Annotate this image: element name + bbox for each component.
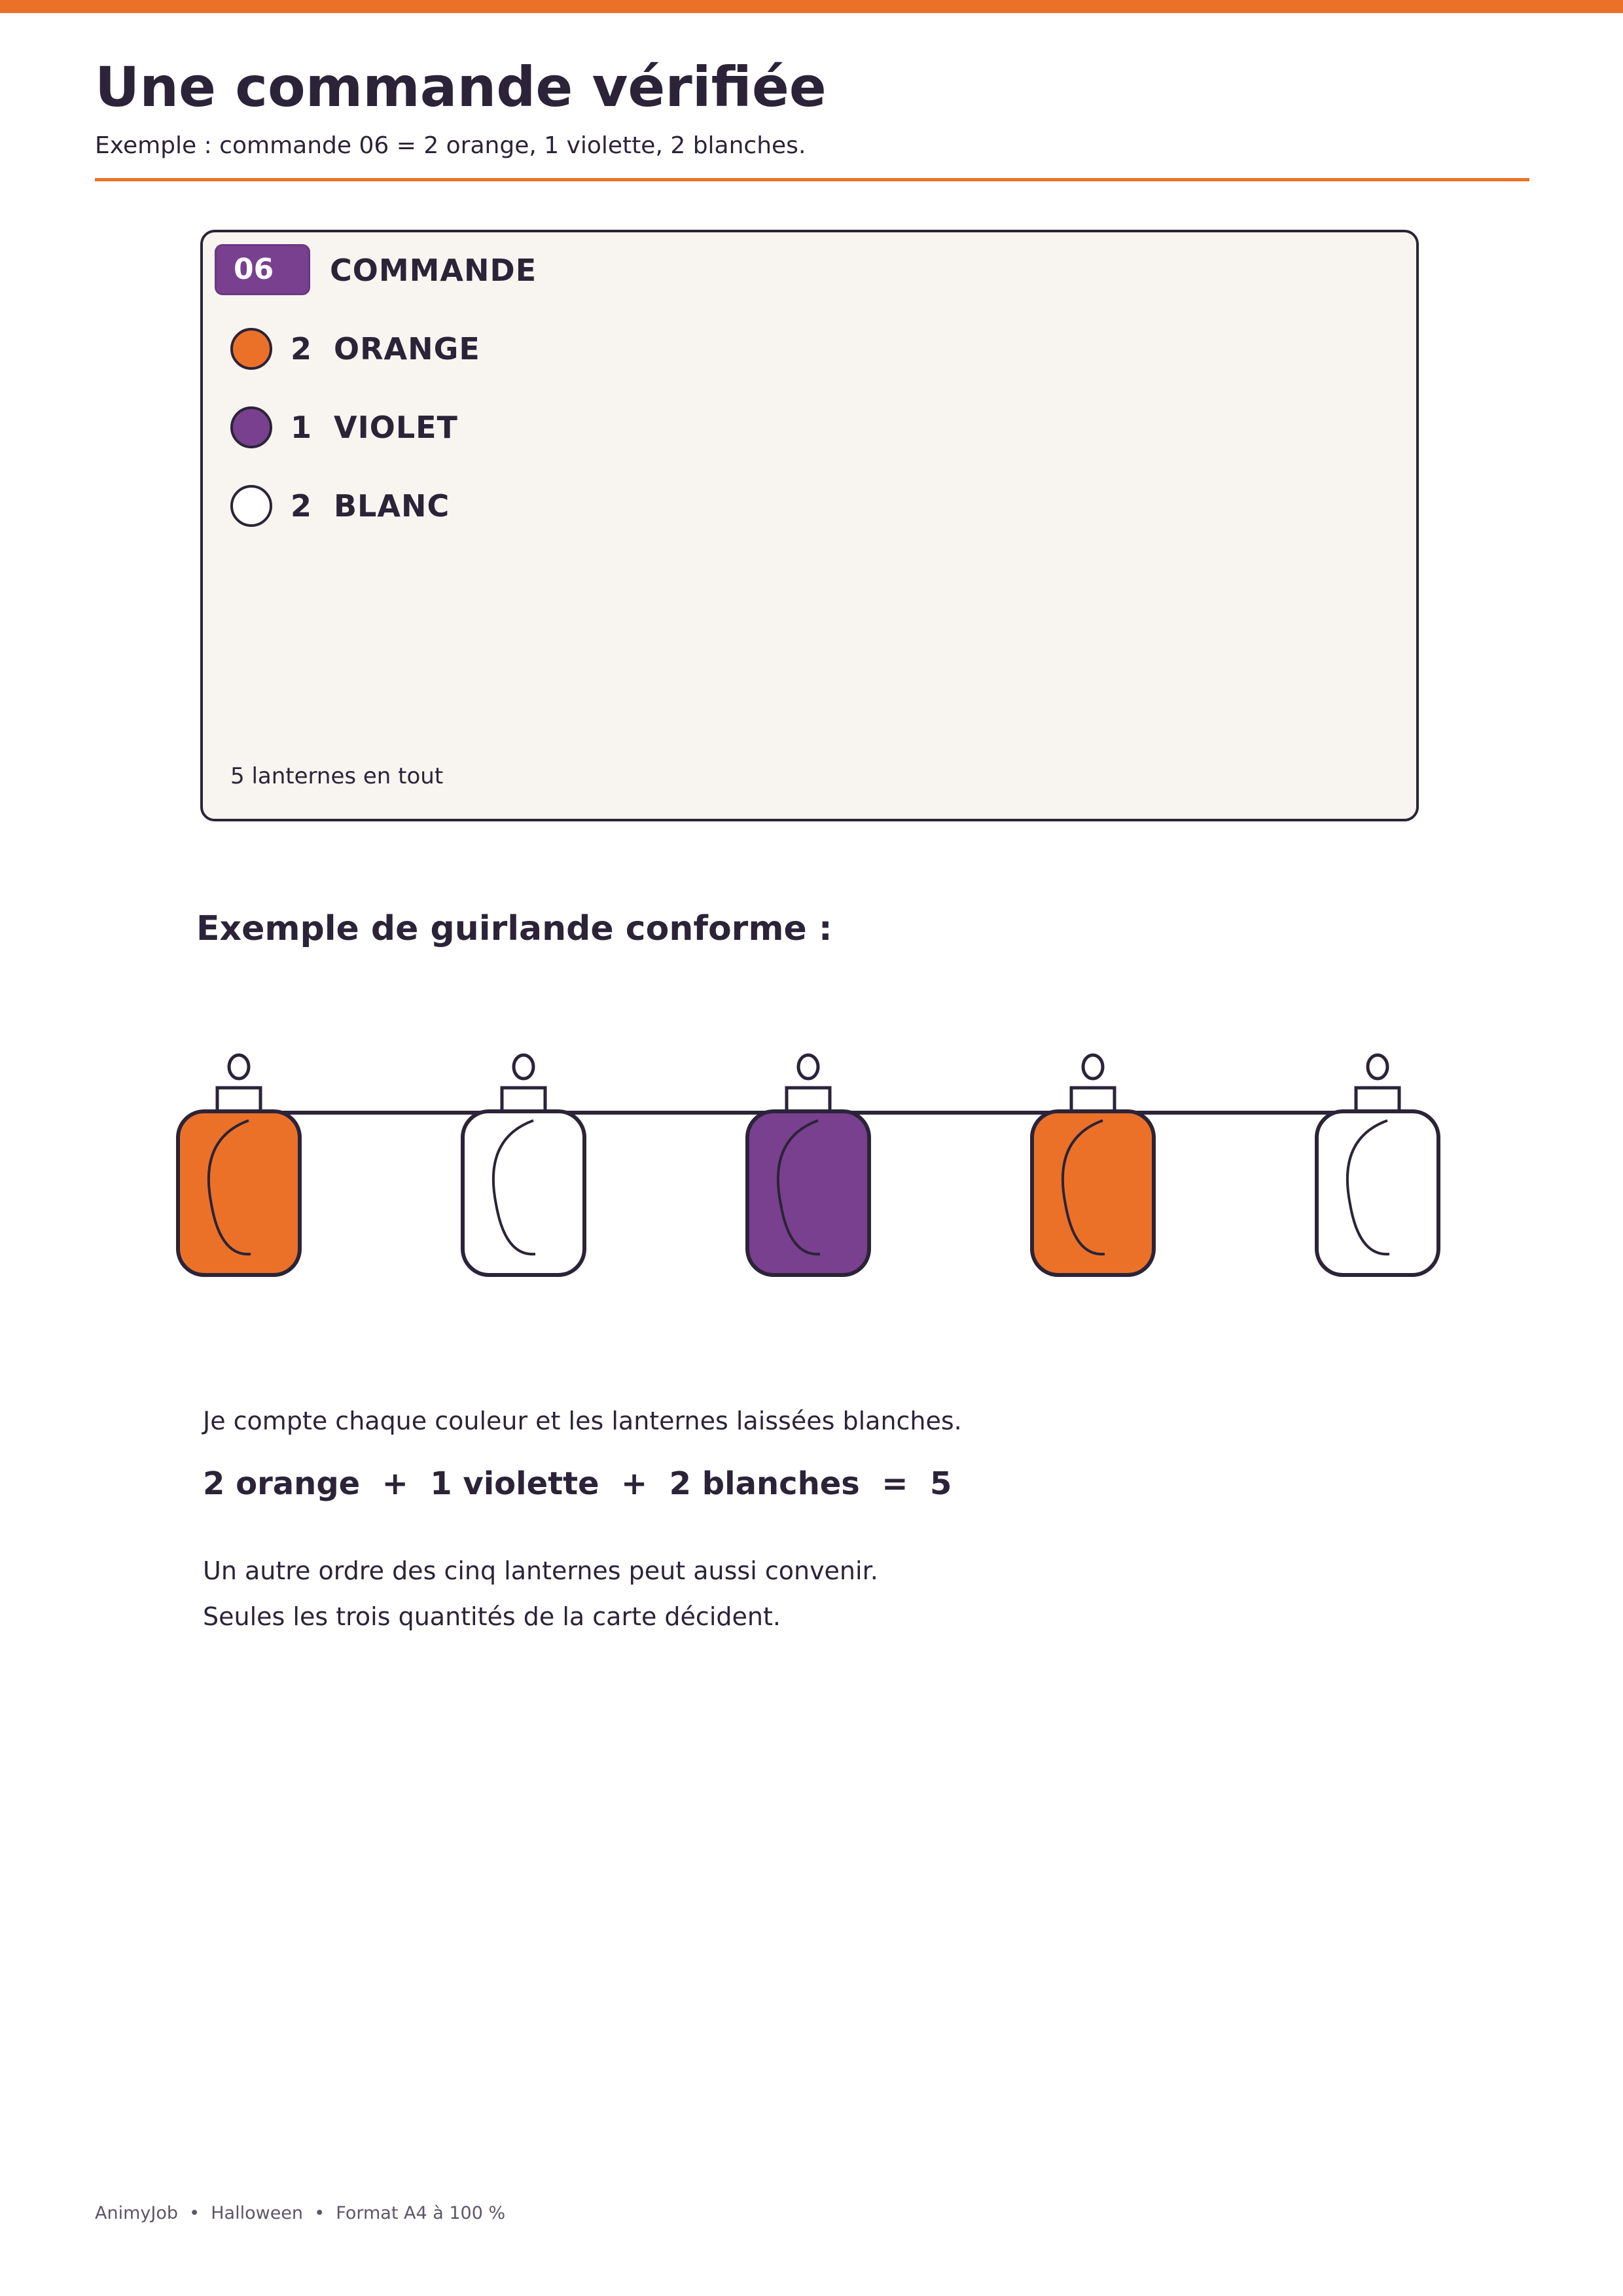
order-item-quantity: 1 <box>291 410 312 445</box>
lantern-body-icon <box>747 1111 869 1275</box>
header-divider <box>95 178 1529 181</box>
lantern-garland <box>0 1034 1623 1296</box>
page-title: Une commande vérifiée <box>95 55 827 119</box>
note-line-1: Un autre ordre des cinq lanternes peut aussi convenir. <box>203 1556 878 1585</box>
count-equation: 2 orange + 1 violette + 2 blanches = 5 <box>203 1465 952 1502</box>
lantern-cap-icon <box>502 1088 545 1111</box>
lantern-body-icon <box>463 1111 584 1275</box>
lantern-hook-icon <box>229 1055 249 1079</box>
order-item-color-name: BLANC <box>334 488 450 524</box>
order-number-badge: 06 <box>215 244 310 295</box>
lantern-blanc-icon <box>463 1055 584 1275</box>
lantern-cap-icon <box>217 1088 260 1111</box>
white-color-dot-icon <box>230 485 272 527</box>
lantern-cap-icon <box>1356 1088 1399 1111</box>
counting-instruction: Je compte chaque couleur et les lanternes laissées blanches. <box>203 1407 962 1435</box>
lantern-orange-icon <box>1032 1055 1154 1275</box>
lantern-hook-icon <box>1368 1055 1387 1079</box>
lantern-cap-icon <box>787 1088 830 1111</box>
order-item-blanc <box>230 480 450 532</box>
order-item-quantity: 2 <box>291 331 312 367</box>
lantern-blanc-icon <box>1317 1055 1438 1275</box>
lantern-hook-icon <box>798 1055 818 1079</box>
page-subtitle: Exemple : commande 06 = 2 orange, 1 violette, 2 blanches. <box>95 132 806 159</box>
page-footer: AnimyJob • Halloween • Format A4 à 100 % <box>95 2203 506 2223</box>
lantern-body-icon <box>1032 1111 1154 1275</box>
lantern-violet-icon <box>747 1055 869 1275</box>
lantern-body-icon <box>178 1111 300 1275</box>
order-item-quantity: 2 <box>291 488 312 524</box>
lantern-hook-icon <box>1083 1055 1103 1079</box>
garland-section-title: Exemple de guirlande conforme : <box>196 909 832 948</box>
lantern-cap-icon <box>1071 1088 1115 1111</box>
lantern-hook-icon <box>514 1055 533 1079</box>
order-card <box>200 230 1419 821</box>
order-item-violet <box>230 401 458 454</box>
lantern-orange-icon <box>178 1055 300 1275</box>
order-item-color-name: VIOLET <box>334 410 458 445</box>
violet-color-dot-icon <box>230 406 272 448</box>
note-line-2: Seules les trois quantités de la carte décident. <box>203 1602 781 1631</box>
order-item-color-name: ORANGE <box>334 331 480 367</box>
lantern-body-icon <box>1317 1111 1438 1275</box>
order-total: 5 lanternes en tout <box>230 763 444 789</box>
orange-color-dot-icon <box>230 328 272 370</box>
top-accent-bar <box>0 0 1623 13</box>
order-card-heading: COMMANDE <box>330 253 537 288</box>
order-item-orange <box>230 323 480 375</box>
